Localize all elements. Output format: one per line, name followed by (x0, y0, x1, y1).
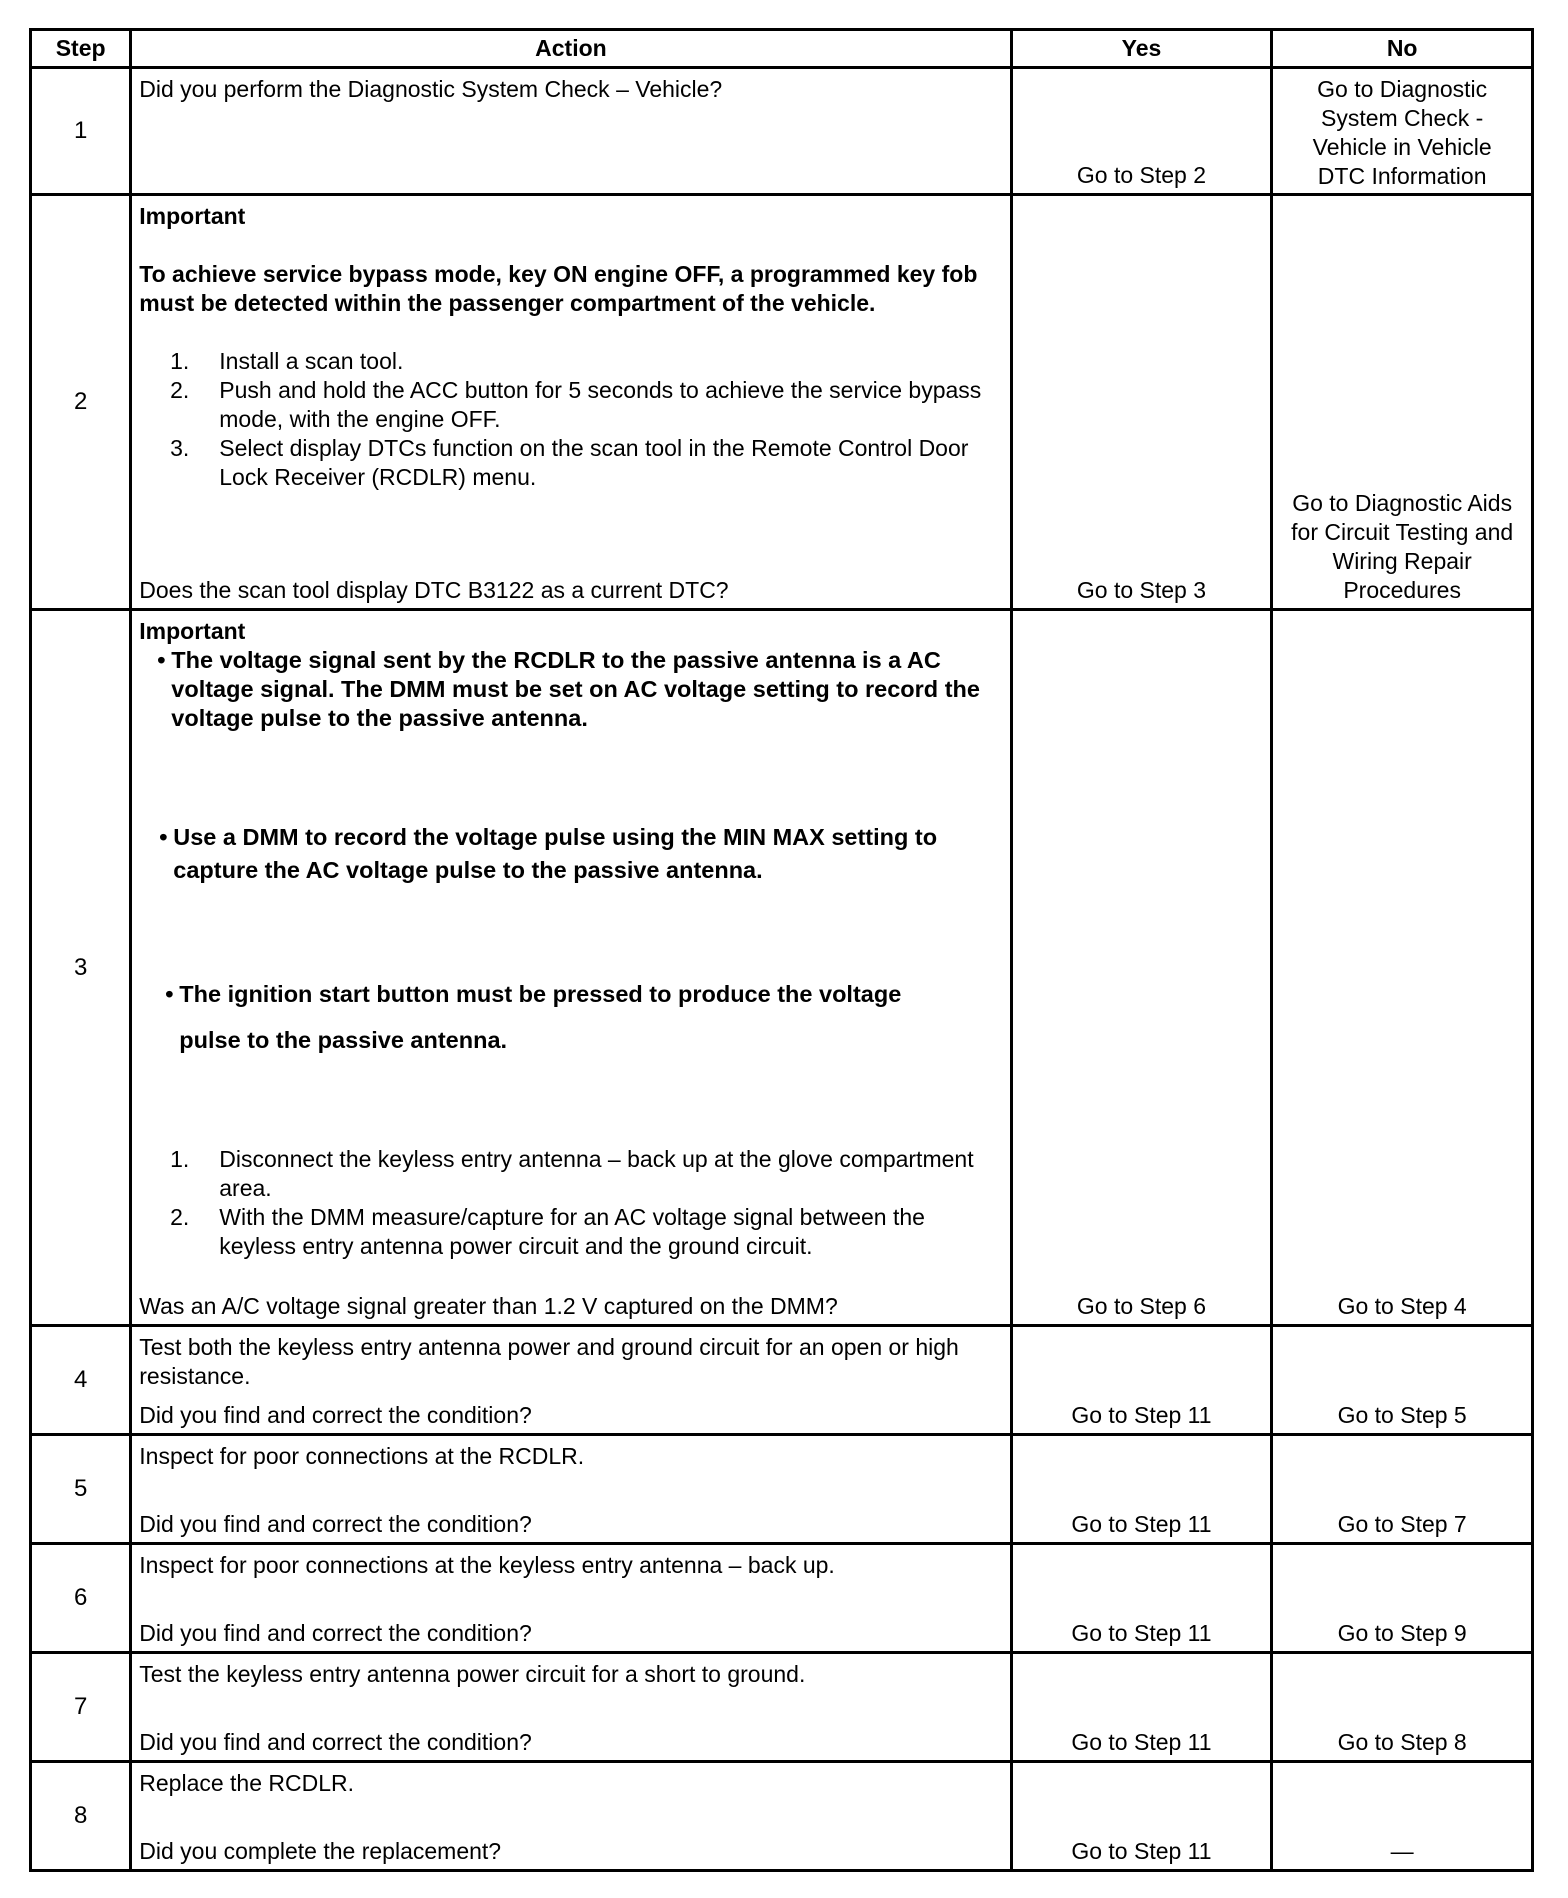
question-text: Did you find and correct the condition? (139, 1511, 532, 1537)
procedure-list (139, 347, 1001, 492)
table-row (31, 1544, 1533, 1653)
no-text: Go to Diagnostic Aids for Circuit Testing and Wiring Repair Procedures (1291, 490, 1514, 603)
no-text: Go to Diagnostic System Check - Vehicle in Vehicle DTC Information (1312, 76, 1492, 189)
header-row (31, 30, 1533, 68)
no-cell (1272, 1762, 1533, 1871)
question-text: Did you perform the Diagnostic System Check – Vehicle? (139, 76, 723, 102)
yes-text: Go to Step 3 (1076, 577, 1207, 603)
list-item: 1. Install a scan tool. (170, 348, 404, 374)
yes-cell (1011, 1544, 1272, 1653)
step-number: 7 (31, 1653, 131, 1762)
bullet-item: • The ignition start button must be pressed to produce the voltage pulse to the passive antenna. (165, 981, 902, 1053)
action-cell (131, 1544, 1011, 1653)
procedure-list (139, 1145, 1001, 1261)
important-label: Important (139, 203, 246, 229)
no-text: Go to Step 4 (1337, 1293, 1467, 1319)
question-text: Did you find and correct the condition? (139, 1729, 532, 1755)
header-step: Step (31, 30, 131, 68)
question-text: Was an A/C voltage signal greater than 1.2 V captured on the DMM? (139, 1293, 838, 1319)
step-number: 3 (31, 610, 131, 1326)
action-text: Inspect for poor connections at the keyless entry antenna – back up. (139, 1552, 835, 1578)
list-item: 2. With the DMM measure/capture for an AC voltage signal between the keyless entry antenna power circuit and the ground circuit. (170, 1204, 925, 1259)
yes-cell (1011, 1762, 1272, 1871)
question-text: Did you find and correct the condition? (139, 1620, 532, 1646)
yes-text: Go to Step 11 (1071, 1620, 1212, 1646)
step-number: 5 (31, 1435, 131, 1544)
action-cell (131, 68, 1011, 195)
step-number: 8 (31, 1762, 131, 1871)
yes-cell (1011, 610, 1272, 1326)
table-row (31, 1653, 1533, 1762)
yes-text: Go to Step 2 (1076, 162, 1207, 188)
yes-text: Go to Step 11 (1071, 1729, 1212, 1755)
action-cell (131, 195, 1011, 610)
yes-text: Go to Step 11 (1071, 1838, 1212, 1864)
header-yes: Yes (1011, 30, 1272, 68)
yes-text: Go to Step 11 (1071, 1402, 1212, 1428)
table-row (31, 610, 1533, 1326)
bullet-item: • The voltage signal sent by the RCDLR to the passive antenna is a AC voltage signal. The DMM must be set on AC voltage setting to record the voltage pulse to the passive antenna. (157, 647, 980, 731)
list-item: 1. Disconnect the keyless entry antenna – back up at the glove compartment area. (170, 1146, 974, 1201)
action-cell (131, 1326, 1011, 1435)
table-row (31, 1326, 1533, 1435)
table-row (31, 195, 1533, 610)
header-action: Action (131, 30, 1011, 68)
no-cell (1272, 195, 1533, 610)
no-cell (1272, 68, 1533, 195)
yes-text: Go to Step 6 (1076, 1293, 1207, 1319)
important-text: To achieve service bypass mode, key ON engine OFF, a programmed key fob must be detected within the passenger compartment of the vehicle. (139, 261, 978, 316)
no-text: Go to Step 9 (1337, 1620, 1467, 1646)
action-text: Replace the RCDLR. (139, 1770, 355, 1796)
question-text: Did you find and correct the condition? (139, 1402, 532, 1428)
no-cell (1272, 1653, 1533, 1762)
no-text: Go to Step 8 (1337, 1729, 1467, 1755)
header-no: No (1272, 30, 1533, 68)
list-item: 3. Select display DTCs function on the scan tool in the Remote Control Door Lock Receiver (RCDLR) menu. (170, 435, 969, 490)
action-text: Test the keyless entry antenna power circuit for a short to ground. (139, 1661, 806, 1687)
step-number: 1 (31, 68, 131, 195)
no-cell (1272, 610, 1533, 1326)
action-cell (131, 610, 1011, 1326)
action-cell (131, 1435, 1011, 1544)
no-cell (1272, 1435, 1533, 1544)
question-text: Did you complete the replacement? (139, 1838, 502, 1864)
yes-cell (1011, 195, 1272, 610)
step-number: 2 (31, 195, 131, 610)
bullet-item: • Use a DMM to record the voltage pulse using the MIN MAX setting to capture the AC voltage pulse to the passive antenna. (159, 824, 938, 883)
yes-cell (1011, 68, 1272, 195)
action-cell (131, 1653, 1011, 1762)
list-item: 2. Push and hold the ACC button for 5 seconds to achieve the service bypass mode, with the engine OFF. (170, 377, 982, 432)
table-row (31, 1762, 1533, 1871)
step-number: 6 (31, 1544, 131, 1653)
action-text: Inspect for poor connections at the RCDLR. (139, 1443, 585, 1469)
important-label: Important (139, 618, 246, 644)
yes-text: Go to Step 11 (1071, 1511, 1212, 1537)
question-text: Does the scan tool display DTC B3122 as a current DTC? (139, 577, 729, 603)
no-text: Go to Step 5 (1337, 1402, 1467, 1428)
step-number: 4 (31, 1326, 131, 1435)
no-cell (1272, 1326, 1533, 1435)
no-text: — (1390, 1838, 1414, 1864)
yes-cell (1011, 1326, 1272, 1435)
yes-cell (1011, 1435, 1272, 1544)
yes-cell (1011, 1653, 1272, 1762)
action-cell (131, 1762, 1011, 1871)
no-text: Go to Step 7 (1337, 1511, 1467, 1537)
diagnostic-table (29, 28, 1534, 1872)
table-row (31, 68, 1533, 195)
table-row (31, 1435, 1533, 1544)
action-text: Test both the keyless entry antenna power and ground circuit for an open or high resistance. (139, 1334, 959, 1389)
no-cell (1272, 1544, 1533, 1653)
